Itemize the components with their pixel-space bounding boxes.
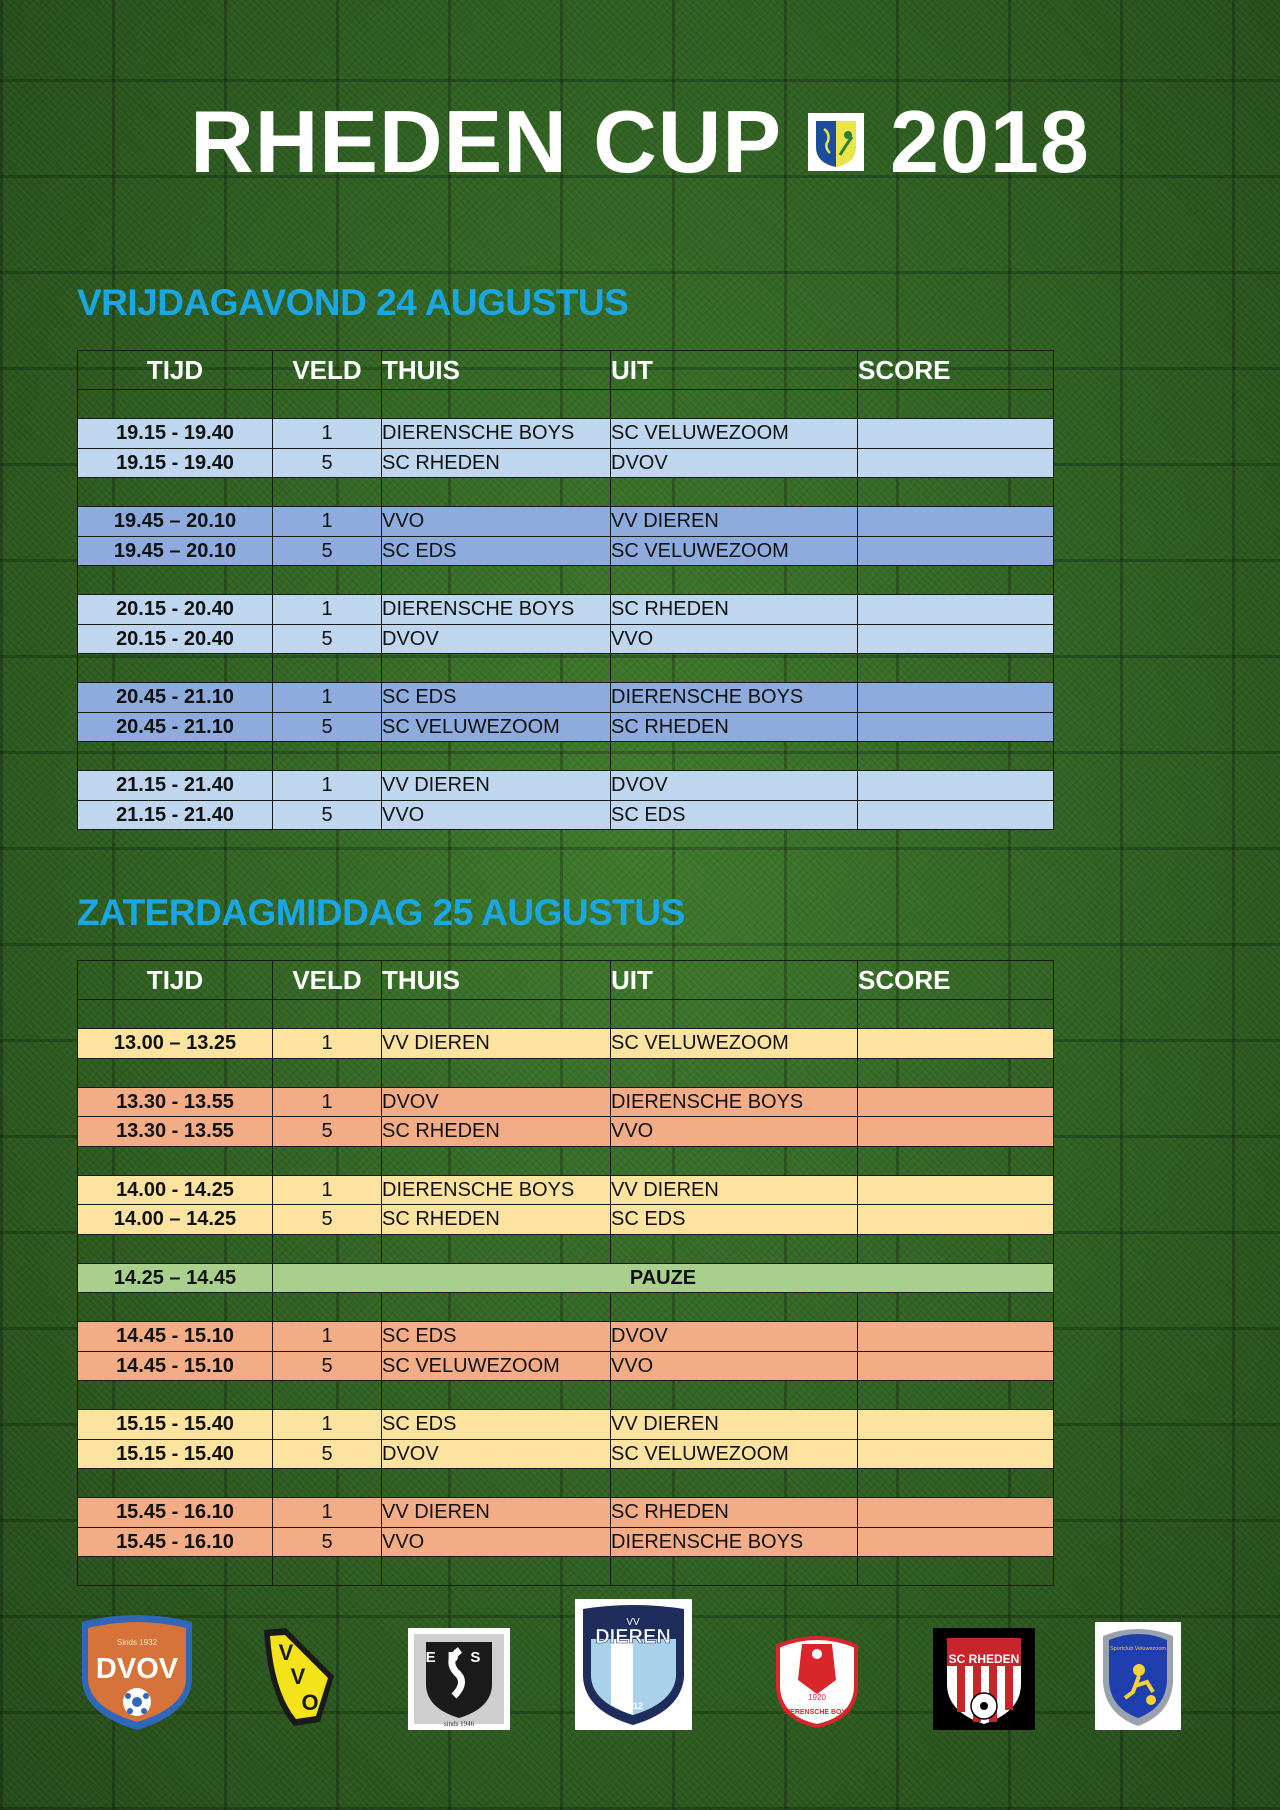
table-row xyxy=(78,1498,1054,1528)
time-cell: 19.15 - 19.40 xyxy=(78,448,273,478)
away-team-cell: VVO xyxy=(611,1351,858,1381)
score-cell[interactable] xyxy=(858,448,1054,478)
table-row xyxy=(78,448,1054,478)
dierensche-boys-logo-icon xyxy=(772,1630,862,1728)
veluwezoom-logo-icon xyxy=(1095,1622,1181,1730)
field-cell: 1 xyxy=(273,683,382,713)
page-title xyxy=(0,92,1280,192)
pause-time-cell: 14.25 – 14.45 xyxy=(78,1263,273,1293)
field-cell: 1 xyxy=(273,419,382,449)
spacer-row xyxy=(78,1381,1054,1410)
home-team-cell: DVOV xyxy=(382,1439,611,1469)
away-team-cell: DVOV xyxy=(611,1322,858,1352)
table-row xyxy=(78,1439,1054,1469)
home-team-cell: VVO xyxy=(382,507,611,537)
dieren-name: DIEREN xyxy=(595,1626,671,1648)
away-team-cell: SC EDS xyxy=(611,800,858,830)
field-cell: 1 xyxy=(273,1410,382,1440)
spacer-row xyxy=(78,1557,1054,1586)
away-team-cell: DVOV xyxy=(611,448,858,478)
home-team-cell: SC EDS xyxy=(382,536,611,566)
home-team-cell: SC EDS xyxy=(382,683,611,713)
table-row xyxy=(78,1029,1054,1059)
field-cell: 1 xyxy=(273,1029,382,1059)
score-cell[interactable] xyxy=(858,800,1054,830)
time-cell: 19.15 - 19.40 xyxy=(78,419,273,449)
score-cell[interactable] xyxy=(858,1527,1054,1557)
eds-motto: sinds 1946 xyxy=(443,1720,475,1728)
field-cell: 1 xyxy=(273,507,382,537)
time-cell: 21.15 - 21.40 xyxy=(78,771,273,801)
spacer-row xyxy=(78,1146,1054,1175)
time-cell: 15.15 - 15.40 xyxy=(78,1439,273,1469)
vvo-letter-2: V xyxy=(290,1664,306,1689)
score-cell[interactable] xyxy=(858,712,1054,742)
home-team-cell: DIERENSCHE BOYS xyxy=(382,595,611,625)
home-team-cell: DVOV xyxy=(382,624,611,654)
score-cell[interactable] xyxy=(858,1029,1054,1059)
away-team-cell: DIERENSCHE BOYS xyxy=(611,1087,858,1117)
table-row xyxy=(78,419,1054,449)
time-cell: 20.45 - 21.10 xyxy=(78,712,273,742)
score-cell[interactable] xyxy=(858,419,1054,449)
table-row xyxy=(78,771,1054,801)
column-header-tijd: TIJD xyxy=(78,961,273,1000)
spacer-row xyxy=(78,478,1054,507)
home-team-cell: SC VELUWEZOOM xyxy=(382,1351,611,1381)
field-cell: 5 xyxy=(273,624,382,654)
table-row xyxy=(78,1087,1054,1117)
home-team-cell: DVOV xyxy=(382,1087,611,1117)
time-cell: 13.00 – 13.25 xyxy=(78,1029,273,1059)
column-header-thuis: THUIS xyxy=(382,351,611,390)
field-cell: 5 xyxy=(273,536,382,566)
column-header-veld: VELD xyxy=(273,351,382,390)
spacer-row xyxy=(78,1000,1054,1029)
dierensche-boys-year: 1920 xyxy=(808,1693,826,1702)
away-team-cell: VV DIEREN xyxy=(611,1410,858,1440)
field-cell: 1 xyxy=(273,1175,382,1205)
home-team-cell: VV DIEREN xyxy=(382,1498,611,1528)
dvov-name-text: DVOV xyxy=(95,1653,179,1685)
field-cell: 1 xyxy=(273,595,382,625)
spacer-row xyxy=(78,1234,1054,1263)
away-team-cell: SC EDS xyxy=(611,1205,858,1235)
away-team-cell: SC RHEDEN xyxy=(611,1498,858,1528)
score-cell[interactable] xyxy=(858,507,1054,537)
column-header-uit: UIT xyxy=(611,351,858,390)
table-row xyxy=(78,1205,1054,1235)
friday-schedule-table xyxy=(77,350,1054,830)
player-ball-icon xyxy=(1146,1695,1156,1705)
vvo-logo-icon xyxy=(258,1626,340,1730)
table-row xyxy=(78,800,1054,830)
away-team-cell: SC RHEDEN xyxy=(611,712,858,742)
table-row xyxy=(78,536,1054,566)
dvov-logo-icon xyxy=(78,1614,196,1732)
score-cell[interactable] xyxy=(858,1322,1054,1352)
time-cell: 14.00 - 14.25 xyxy=(78,1175,273,1205)
eds-letters: EDS xyxy=(425,1649,493,1666)
spacer-row xyxy=(78,1469,1054,1498)
field-cell: 5 xyxy=(273,1205,382,1235)
time-cell: 20.45 - 21.10 xyxy=(78,683,273,713)
spacer-row xyxy=(78,390,1054,419)
sc-rheden-name: SC RHEDEN xyxy=(948,1652,1020,1666)
score-cell[interactable] xyxy=(858,624,1054,654)
home-team-cell: SC EDS xyxy=(382,1322,611,1352)
vvo-letter-3: O xyxy=(301,1690,319,1715)
table-row xyxy=(78,1527,1054,1557)
field-cell: 5 xyxy=(273,1351,382,1381)
home-team-cell: SC VELUWEZOOM xyxy=(382,712,611,742)
home-team-cell: SC RHEDEN xyxy=(382,1205,611,1235)
score-cell[interactable] xyxy=(858,1117,1054,1147)
home-team-cell: SC EDS xyxy=(382,1410,611,1440)
eds-logo-icon xyxy=(408,1628,510,1730)
away-team-cell: SC VELUWEZOOM xyxy=(611,419,858,449)
away-team-cell: SC VELUWEZOOM xyxy=(611,1439,858,1469)
column-header-veld: VELD xyxy=(273,961,382,1000)
score-cell[interactable] xyxy=(858,1087,1054,1117)
home-team-cell: VV DIEREN xyxy=(382,1029,611,1059)
home-team-cell: DIERENSCHE BOYS xyxy=(382,1175,611,1205)
pause-label: PAUZE xyxy=(273,1263,1054,1293)
column-header-thuis: THUIS xyxy=(382,961,611,1000)
time-cell: 19.45 – 20.10 xyxy=(78,536,273,566)
score-cell[interactable] xyxy=(858,1175,1054,1205)
rheden-crest-icon xyxy=(808,113,864,171)
score-cell[interactable] xyxy=(858,1351,1054,1381)
title-text-left: RHEDEN CUP xyxy=(190,92,783,191)
time-cell: 19.45 – 20.10 xyxy=(78,507,273,537)
away-team-cell: VVO xyxy=(611,624,858,654)
score-cell[interactable] xyxy=(858,595,1054,625)
time-cell: 15.15 - 15.40 xyxy=(78,1410,273,1440)
table-row xyxy=(78,683,1054,713)
veluwezoom-name: Sportclub Veluwezoom xyxy=(1110,1646,1166,1652)
time-cell: 14.45 - 15.10 xyxy=(78,1322,273,1352)
dieren-year: 2012 xyxy=(622,1701,644,1711)
score-cell[interactable] xyxy=(858,1498,1054,1528)
score-cell[interactable] xyxy=(858,1205,1054,1235)
away-team-cell: DIERENSCHE BOYS xyxy=(611,683,858,713)
away-team-cell: VVO xyxy=(611,1117,858,1147)
dierensche-boys-name: DIERENSCHE BOYS xyxy=(783,1709,851,1716)
score-cell[interactable] xyxy=(858,683,1054,713)
table-row xyxy=(78,712,1054,742)
field-cell: 1 xyxy=(273,771,382,801)
field-cell: 5 xyxy=(273,1527,382,1557)
table-row xyxy=(78,1117,1054,1147)
vv-dieren-logo-icon xyxy=(575,1599,692,1730)
table-row xyxy=(78,1175,1054,1205)
saturday-schedule-table xyxy=(77,960,1054,1586)
home-team-cell: SC RHEDEN xyxy=(382,1117,611,1147)
time-cell: 20.15 - 20.40 xyxy=(78,624,273,654)
time-cell: 14.45 - 15.10 xyxy=(78,1351,273,1381)
table-row xyxy=(78,1351,1054,1381)
away-team-cell: DIERENSCHE BOYS xyxy=(611,1527,858,1557)
away-team-cell: SC RHEDEN xyxy=(611,595,858,625)
field-cell: 5 xyxy=(273,448,382,478)
score-cell[interactable] xyxy=(858,1439,1054,1469)
time-cell: 15.45 - 16.10 xyxy=(78,1527,273,1557)
away-team-cell: SC VELUWEZOOM xyxy=(611,536,858,566)
field-cell: 1 xyxy=(273,1322,382,1352)
dvov-since-text: Sinds 1932 xyxy=(116,1638,158,1647)
dieren-prefix: VV xyxy=(626,1617,640,1628)
time-cell: 13.30 - 13.55 xyxy=(78,1117,273,1147)
time-cell: 14.00 – 14.25 xyxy=(78,1205,273,1235)
field-cell: 5 xyxy=(273,1439,382,1469)
field-cell: 1 xyxy=(273,1087,382,1117)
home-team-cell: VVO xyxy=(382,1527,611,1557)
field-cell: 5 xyxy=(273,1117,382,1147)
table-row xyxy=(78,1322,1054,1352)
field-cell: 5 xyxy=(273,712,382,742)
away-team-cell: VV DIEREN xyxy=(611,1175,858,1205)
column-header-uit: UIT xyxy=(611,961,858,1000)
score-cell[interactable] xyxy=(858,536,1054,566)
away-team-cell: SC VELUWEZOOM xyxy=(611,1029,858,1059)
saturday-heading: ZATERDAGMIDDAG 25 AUGUSTUS xyxy=(77,892,685,933)
column-header-score: SCORE xyxy=(858,961,1054,1000)
column-header-score: SCORE xyxy=(858,351,1054,390)
table-row xyxy=(78,624,1054,654)
field-cell: 5 xyxy=(273,800,382,830)
home-team-cell: DIERENSCHE BOYS xyxy=(382,419,611,449)
table-header-row xyxy=(78,351,1054,390)
away-team-cell: VV DIEREN xyxy=(611,507,858,537)
field-cell: 1 xyxy=(273,1498,382,1528)
time-cell: 15.45 - 16.10 xyxy=(78,1498,273,1528)
spacer-row xyxy=(78,654,1054,683)
away-team-cell: DVOV xyxy=(611,771,858,801)
table-header-row xyxy=(78,961,1054,1000)
spacer-row xyxy=(78,1293,1054,1322)
title-text-right: 2018 xyxy=(890,92,1090,191)
club-logos xyxy=(0,1590,1280,1740)
ball-icon xyxy=(811,1648,823,1660)
home-team-cell: SC RHEDEN xyxy=(382,448,611,478)
table-row xyxy=(78,595,1054,625)
spacer-row xyxy=(78,1058,1054,1087)
spacer-row xyxy=(78,566,1054,595)
column-header-tijd: TIJD xyxy=(78,351,273,390)
time-cell: 20.15 - 20.40 xyxy=(78,595,273,625)
time-cell: 21.15 - 21.40 xyxy=(78,800,273,830)
time-cell: 13.30 - 13.55 xyxy=(78,1087,273,1117)
score-cell[interactable] xyxy=(858,771,1054,801)
table-row xyxy=(78,1410,1054,1440)
table-row xyxy=(78,507,1054,537)
score-cell[interactable] xyxy=(858,1410,1054,1440)
vvo-letter-1: V xyxy=(278,1640,294,1665)
spacer-row xyxy=(78,742,1054,771)
home-team-cell: VV DIEREN xyxy=(382,771,611,801)
sc-rheden-logo-icon xyxy=(933,1628,1035,1730)
home-team-cell: VVO xyxy=(382,800,611,830)
pause-row xyxy=(78,1263,1054,1293)
friday-heading: VRIJDAGAVOND 24 AUGUSTUS xyxy=(77,282,629,323)
